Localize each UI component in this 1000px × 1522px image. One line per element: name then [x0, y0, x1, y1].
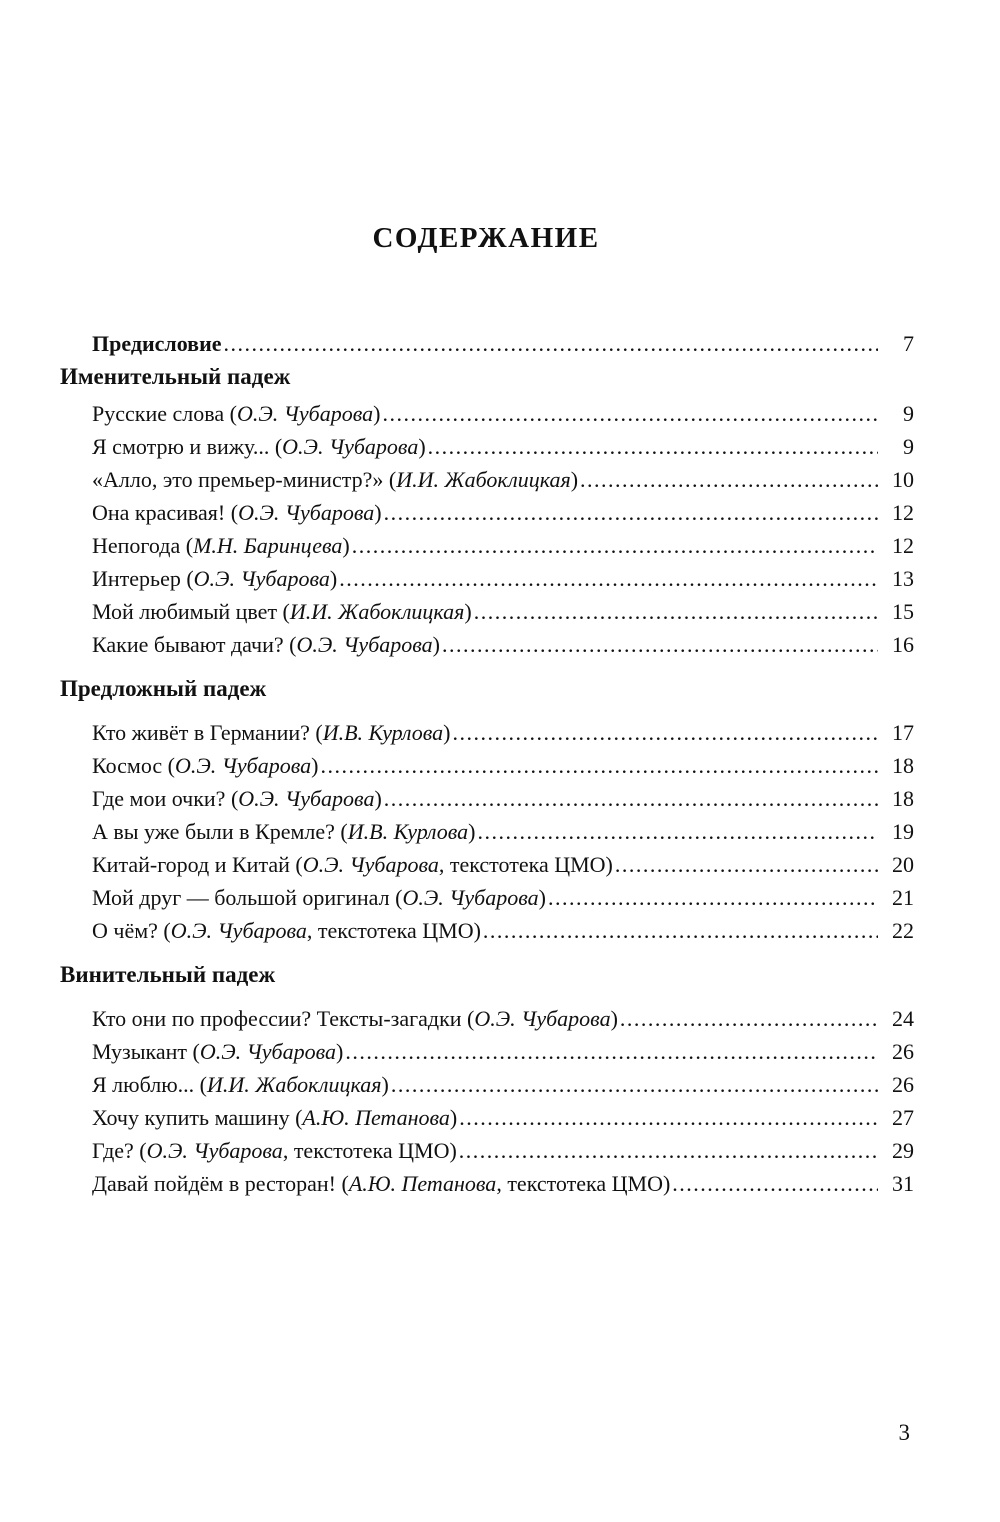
toc-entry [92, 749, 914, 782]
toc-entry-title [92, 595, 472, 628]
toc-entry-page: 12 [892, 500, 914, 525]
toc-entry [92, 914, 914, 947]
toc-entry [92, 496, 914, 529]
toc-entry-text: Музыкант ( [92, 1039, 200, 1064]
dot-leader [459, 1134, 878, 1167]
toc-entry-text-suffix: ) [342, 533, 350, 558]
toc-entry-text-suffix: ) [443, 720, 451, 745]
toc-entry-text: О чём? ( [92, 918, 171, 943]
toc-entry-author: И.В. Курлова [322, 720, 444, 745]
dot-leader [391, 1068, 878, 1101]
toc-entry-title [92, 749, 318, 782]
toc-entry [92, 782, 914, 815]
toc-entry-text: Кто они по профессии? Тексты-загадки ( [92, 1006, 475, 1031]
toc-entry-page: 24 [892, 1006, 914, 1031]
toc-entry-text: Мой друг — большой оригинал ( [92, 885, 403, 910]
toc-entry-text: Непогода ( [92, 533, 194, 558]
toc-entry-author: О.Э. Чубарова [236, 401, 374, 426]
dot-leader [382, 397, 878, 430]
dot-leader [384, 782, 878, 815]
toc-sections [60, 360, 914, 1200]
toc-entry-page: 19 [892, 819, 914, 844]
toc-entry-text-suffix: ) [336, 1039, 344, 1064]
dot-leader [620, 1002, 878, 1035]
toc-entry-author: О.Э. Чубарова [282, 434, 419, 459]
toc-entry [92, 716, 914, 749]
dot-leader [452, 716, 878, 749]
toc-entry-text: Давай пойдём в ресторан! ( [92, 1171, 349, 1196]
toc-entry [92, 562, 914, 595]
toc-entry [92, 628, 914, 661]
toc-section [60, 360, 914, 661]
toc-entry-text-suffix: ) [464, 599, 472, 624]
toc-entry-author: И.И. Жабоклицкая [289, 599, 465, 624]
toc-entry-author: А.Ю. Петанова [348, 1171, 497, 1196]
toc-section-entries [92, 1002, 914, 1200]
toc-entry-page: 31 [892, 1171, 914, 1196]
toc-entry-page: 7 [903, 331, 914, 356]
toc-entry-title: Предисловие [92, 331, 222, 356]
toc-entry-text-suffix: ) [374, 500, 382, 525]
toc-section-heading: Предложный падеж [60, 676, 267, 701]
dot-leader [442, 628, 878, 661]
toc-entry-text-suffix: ) [418, 434, 426, 459]
toc-entry [92, 1101, 914, 1134]
toc-entry-page: 13 [892, 566, 914, 591]
toc-section-entries [92, 716, 914, 947]
toc-entry-text-suffix: ) [373, 401, 381, 426]
toc-entry-text: Космос ( [92, 753, 175, 778]
toc-entry-text-suffix: ) [570, 467, 579, 492]
toc-entry [92, 1134, 914, 1167]
dot-leader [224, 327, 878, 360]
dot-leader [320, 749, 878, 782]
dot-leader [548, 881, 878, 914]
toc-entry-title [92, 430, 426, 463]
toc-entry-text-suffix: ) [468, 819, 476, 844]
toc-entry-title [92, 1167, 670, 1200]
toc-entry-title [92, 1002, 618, 1035]
toc-entry [92, 430, 914, 463]
toc-entry-text: Я смотрю и вижу... ( [92, 434, 283, 459]
dot-leader [339, 562, 878, 595]
toc-entry-page: 26 [892, 1039, 914, 1064]
toc-entry-page: 15 [892, 599, 914, 624]
toc-entry [92, 595, 914, 628]
dot-leader [345, 1035, 878, 1068]
toc-entry-text: Интерьер ( [92, 566, 194, 591]
toc-entry-title [92, 782, 382, 815]
toc-entry-title [92, 529, 350, 562]
toc-entry-text: Русские слова ( [92, 401, 237, 426]
toc-entry-text: А вы уже были в Кремле? ( [92, 819, 348, 844]
toc-entry-text: Китай-город и Китай ( [92, 852, 303, 877]
toc-entry [92, 881, 914, 914]
toc-entry-title [92, 628, 440, 661]
dot-leader [615, 848, 878, 881]
toc-entry [92, 1167, 914, 1200]
toc-section-heading: Винительный падеж [60, 962, 276, 987]
toc-entry-author: И.И. Жабоклицкая [396, 467, 571, 492]
toc-entry-title [92, 914, 481, 947]
toc-entry-text: Где? ( [92, 1138, 147, 1163]
toc-entry-title [92, 848, 613, 881]
toc-entry-text: Она красивая! ( [92, 500, 239, 525]
toc-entry-text: Кто живёт в Германии? ( [92, 720, 323, 745]
toc-entry-title [92, 1134, 457, 1167]
toc-entry-author: О.Э. Чубарова [238, 500, 375, 525]
toc-entry-author: М.Н. Баринцева [193, 533, 343, 558]
toc-entry-text-suffix: , текстотека ЦМО) [306, 918, 481, 943]
toc-entry-text-suffix: , текстотека ЦМО) [496, 1171, 671, 1196]
toc-entry-title [92, 496, 382, 529]
dot-leader [428, 430, 878, 463]
toc-entry-author: И.В. Курлова [347, 819, 469, 844]
toc-entry-text-suffix: ) [374, 786, 382, 811]
table-of-contents [60, 327, 914, 1200]
toc-entry-page: 18 [892, 786, 914, 811]
toc-section [60, 672, 914, 947]
toc-entry-page: 18 [892, 753, 914, 778]
toc-entry-title [92, 397, 380, 430]
toc-entry [92, 848, 914, 881]
toc-entry-text: Какие бывают дачи? ( [92, 632, 297, 657]
toc-entry-text-suffix: ) [432, 632, 440, 657]
toc-entry-author: О.Э. Чубарова [146, 1138, 283, 1163]
toc-entry-page: 26 [892, 1072, 914, 1097]
toc-entry-author: И.И. Жабоклицкая [206, 1072, 382, 1097]
toc-entry-page: 9 [903, 434, 914, 459]
page-number: 3 [898, 1420, 910, 1445]
page-title: СОДЕРЖАНИЕ [372, 222, 600, 254]
toc-entry [92, 1002, 914, 1035]
toc-entry-text: Мой любимый цвет ( [92, 599, 290, 624]
toc-entry [92, 397, 914, 430]
toc-entry-text: Где мои очки? ( [92, 786, 239, 811]
dot-leader [459, 1101, 878, 1134]
document-page [0, 222, 1000, 1522]
dot-leader [580, 463, 878, 496]
toc-entry [92, 815, 914, 848]
toc-entry-page: 9 [903, 401, 914, 426]
dot-leader [384, 496, 878, 529]
toc-entry-author: О.Э. Чубарова [199, 1039, 337, 1064]
toc-entry [92, 1035, 914, 1068]
toc-entry [92, 1068, 914, 1101]
toc-entry-author: О.Э. Чубарова [402, 885, 539, 910]
toc-entry-text-suffix: , текстотека ЦМО) [282, 1138, 457, 1163]
toc-entry-page: 12 [892, 533, 914, 558]
toc-entry-title [92, 881, 546, 914]
toc-entry-text: «Алло, это премьер-министр?» ( [92, 467, 397, 492]
toc-entry-text-suffix: ) [538, 885, 546, 910]
toc-entry-text-suffix: ) [311, 753, 319, 778]
toc-entry-text-suffix: ) [610, 1006, 618, 1031]
toc-entry-page: 22 [892, 918, 914, 943]
toc-entry-text: Я люблю... ( [92, 1072, 207, 1097]
toc-entry-text: Хочу купить машину ( [92, 1105, 303, 1130]
toc-entry-author: О.Э. Чубарова [302, 852, 439, 877]
toc-entry [92, 463, 914, 496]
dot-leader [474, 595, 878, 628]
toc-entry-author: О.Э. Чубарова [474, 1006, 611, 1031]
toc-section-heading: Именительный падеж [60, 364, 291, 389]
toc-entry [92, 529, 914, 562]
toc-entry-text-suffix: , текстотека ЦМО) [438, 852, 613, 877]
toc-entry-author: О.Э. Чубарова [296, 632, 433, 657]
toc-section-entries [92, 397, 914, 661]
toc-entry-title [92, 463, 578, 496]
toc-entry-page: 20 [892, 852, 914, 877]
toc-entry-author: О.Э. Чубарова [193, 566, 330, 591]
toc-entry-page: 10 [892, 467, 914, 492]
toc-entry-title [92, 1101, 457, 1134]
toc-entry-title [92, 1068, 389, 1101]
toc-entry-text-suffix: ) [329, 566, 338, 591]
toc-entry-page: 27 [892, 1105, 914, 1130]
dot-leader [672, 1167, 878, 1200]
dot-leader [483, 914, 878, 947]
toc-entry-title [92, 716, 450, 749]
toc-entry-text-suffix: ) [381, 1072, 389, 1097]
toc-entry-text-suffix: ) [449, 1105, 458, 1130]
toc-entry-page: 21 [892, 885, 914, 910]
toc-entry-author: О.Э. Чубарова [170, 918, 307, 943]
toc-entry-author: А.Ю. Петанова [302, 1105, 450, 1130]
toc-entry-title [92, 562, 337, 595]
toc-entry-author: О.Э. Чубарова [238, 786, 375, 811]
toc-entry-page: 29 [892, 1138, 914, 1163]
toc-entry-author: О.Э. Чубарова [174, 753, 312, 778]
dot-leader [352, 529, 878, 562]
toc-entry-title [92, 1035, 343, 1068]
toc-entry-title [92, 815, 475, 848]
dot-leader [477, 815, 878, 848]
toc-section [60, 958, 914, 1200]
toc-entry-preface [92, 327, 914, 360]
toc-entry-page: 17 [892, 720, 914, 745]
toc-entry-page: 16 [892, 632, 914, 657]
